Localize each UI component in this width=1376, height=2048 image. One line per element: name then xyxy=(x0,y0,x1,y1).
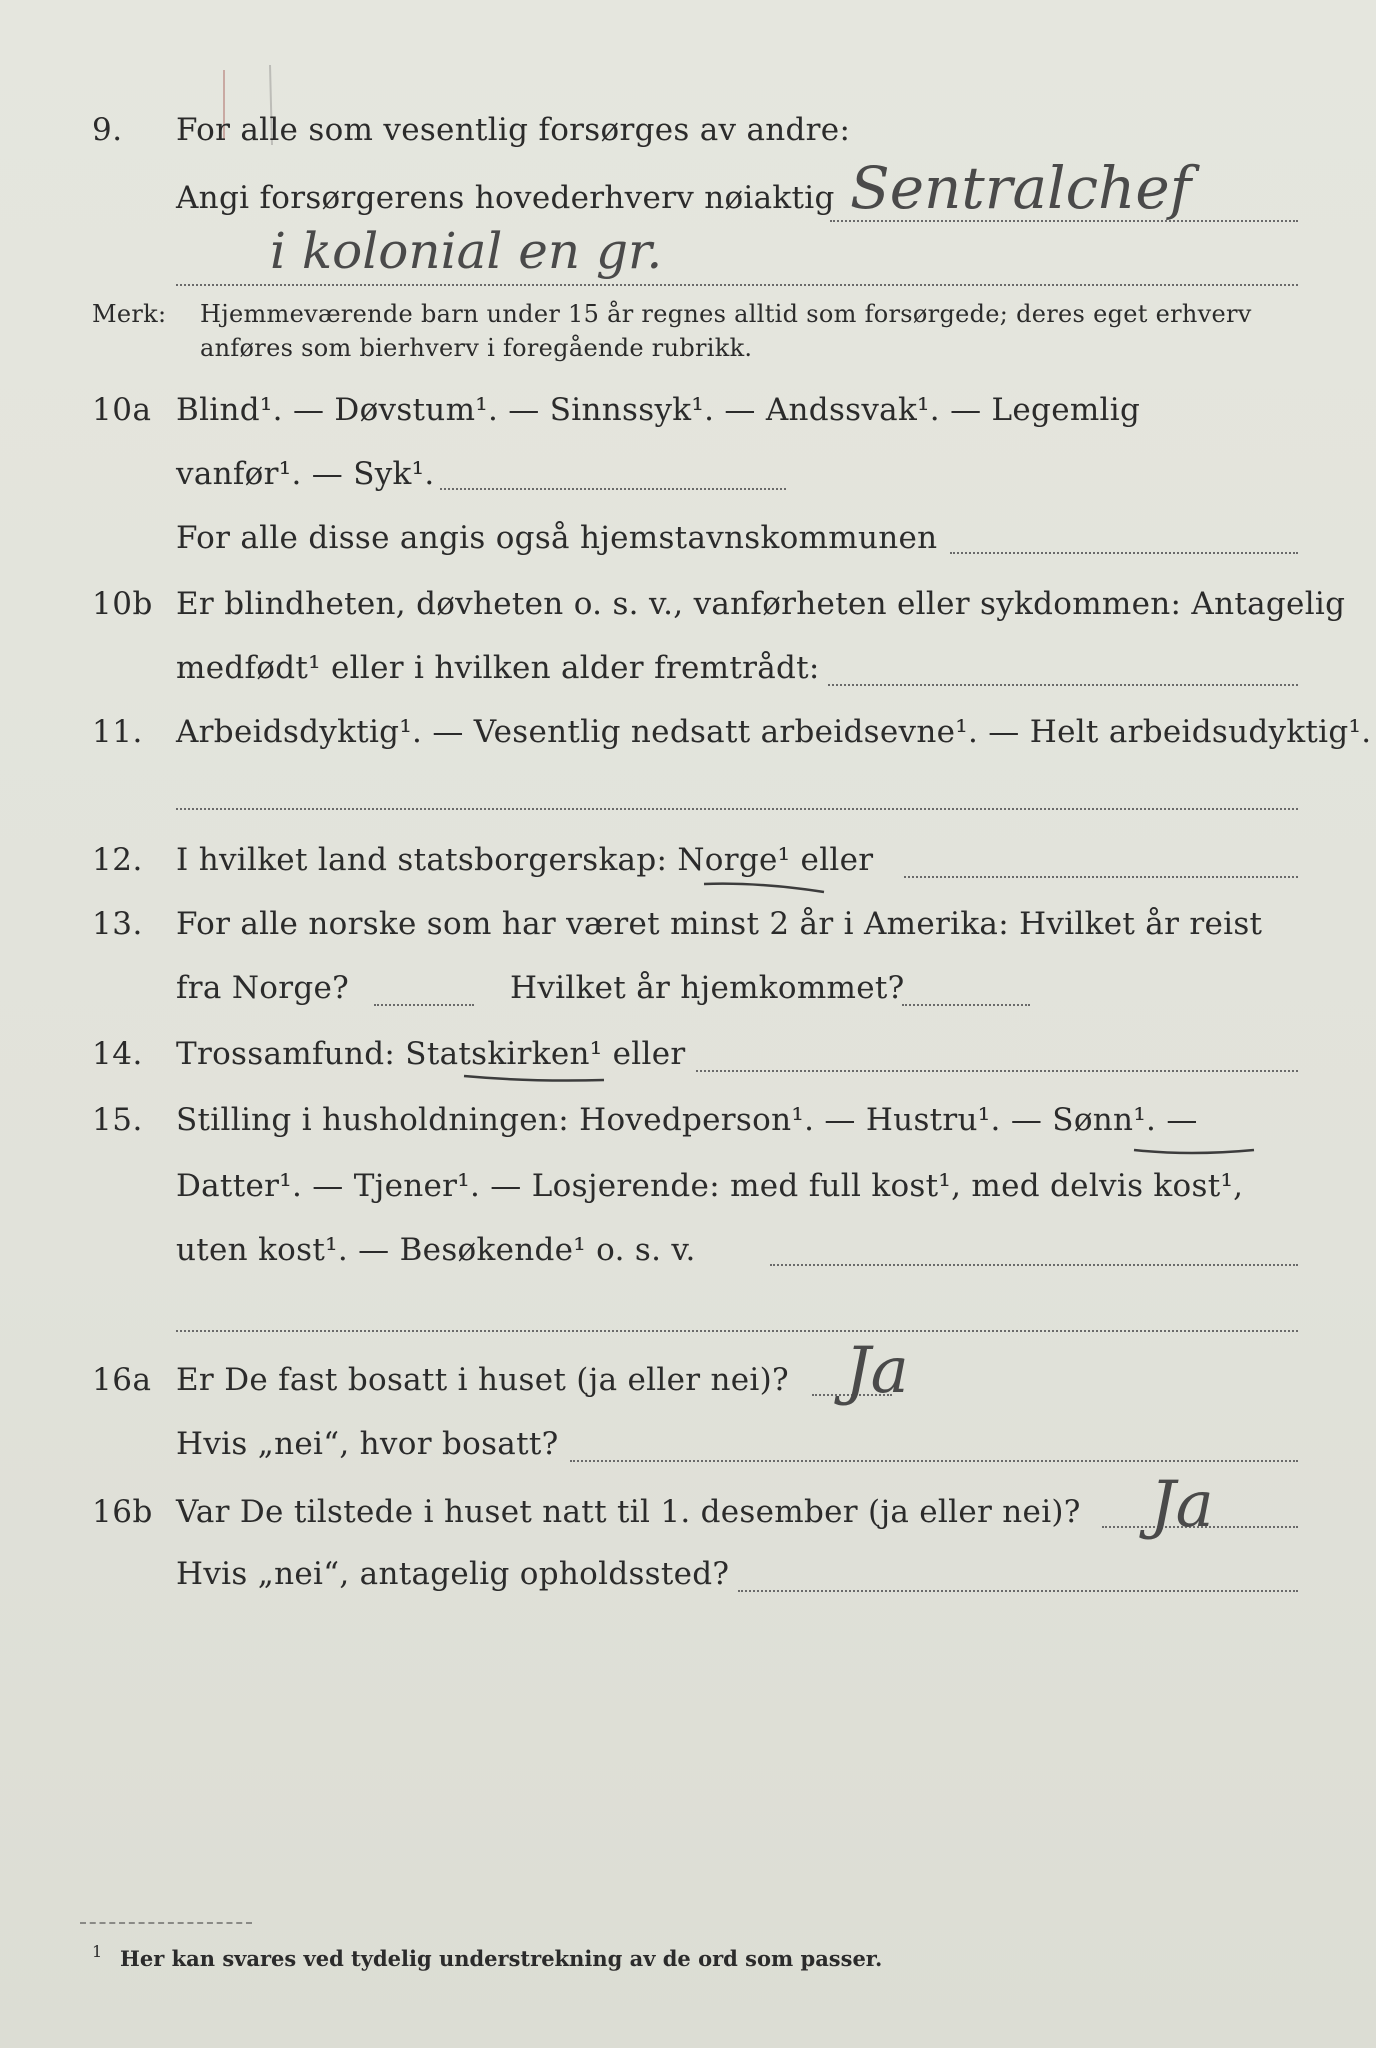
question-16b-line-2 xyxy=(0,1556,1376,1616)
handwritten-answer: Ja xyxy=(1150,1468,1214,1542)
question-text: Er De fast bosatt i huset (ja eller nei)? xyxy=(176,1362,789,1398)
question-number: 11. xyxy=(92,714,143,750)
question-15-line-2 xyxy=(0,1168,1376,1228)
question-10a xyxy=(0,392,1376,452)
question-text: I hvilket land statsborgerskap: Norge¹ eller xyxy=(176,842,874,878)
question-number: 14. xyxy=(92,1036,143,1072)
answer-line xyxy=(570,1460,1298,1462)
answer-line xyxy=(904,876,1298,878)
question-text: For alle som vesentlig forsørges av andre: xyxy=(176,112,851,148)
question-10a-line-3 xyxy=(0,520,1376,580)
answer-line xyxy=(696,1070,1298,1072)
question-text: Var De tilstede i huset natt til 1. desember (ja eller nei)? xyxy=(176,1494,1081,1530)
question-15-line-4 xyxy=(0,1300,1376,1360)
question-11-line-2 xyxy=(0,776,1376,836)
question-15 xyxy=(0,1102,1376,1162)
question-text: Stilling i husholdningen: Hovedperson¹. — Hustru¹. — Sønn¹. — xyxy=(176,1102,1198,1138)
question-10b xyxy=(0,586,1376,646)
note-label: Merk: xyxy=(92,300,167,328)
question-number: 10b xyxy=(92,586,153,622)
question-text: Datter¹. — Tjener¹. — Losjerende: med full kost¹, med delvis kost¹, xyxy=(176,1168,1244,1204)
handwritten-answer: i kolonial en gr. xyxy=(270,222,663,280)
question-15-line-3 xyxy=(0,1232,1376,1292)
question-number: 13. xyxy=(92,906,143,942)
question-text: Arbeidsdyktig¹. — Vesentlig nedsatt arbeidsevne¹. — Helt arbeidsudyktig¹. xyxy=(176,714,1372,750)
question-text: fra Norge? xyxy=(176,970,350,1006)
answer-line xyxy=(176,1330,1298,1332)
question-text: Hvis „nei“, hvor bosatt? xyxy=(176,1426,559,1462)
question-text: Hvilket år hjemkommet? xyxy=(510,970,905,1006)
handwritten-answer: Ja xyxy=(845,1334,909,1408)
underline-mark xyxy=(700,878,830,898)
question-text: Trossamfund: Statskirken¹ eller xyxy=(176,1036,686,1072)
question-text: medfødt¹ eller i hvilken alder fremtrådt: xyxy=(176,650,820,686)
question-number: 15. xyxy=(92,1102,143,1138)
question-text: vanfør¹. — Syk¹. xyxy=(176,456,435,492)
answer-line xyxy=(176,808,1298,810)
note-text: anføres som bierhverv i foregående rubrikk. xyxy=(200,334,753,362)
question-number: 9. xyxy=(92,112,123,148)
answer-line xyxy=(176,284,1298,286)
question-number: 12. xyxy=(92,842,143,878)
answer-line xyxy=(828,684,1298,686)
question-text: Hvis „nei“, antagelig opholdssted? xyxy=(176,1556,730,1592)
footnote-marker: 1 xyxy=(92,1942,103,1961)
answer-line xyxy=(770,1264,1298,1266)
question-14 xyxy=(0,1036,1376,1096)
question-number: 16b xyxy=(92,1494,153,1530)
question-16b xyxy=(0,1468,1376,1554)
question-11 xyxy=(0,714,1376,774)
answer-line xyxy=(950,552,1298,554)
question-text: Er blindheten, døvheten o. s. v., vanførheten eller sykdommen: Antagelig xyxy=(176,586,1346,622)
underline-mark xyxy=(1130,1144,1260,1164)
footnote-rule xyxy=(80,1922,252,1924)
question-9-line-2 xyxy=(0,154,1376,240)
question-text: Angi forsørgerens hovederhverv nøiaktig xyxy=(176,180,835,216)
question-16a xyxy=(0,1334,1376,1422)
question-13-line-2 xyxy=(0,970,1376,1030)
answer-line xyxy=(738,1590,1298,1592)
footnote-text: Her kan svares ved tydelig understrekning av de ord som passer. xyxy=(120,1946,883,1971)
question-13 xyxy=(0,906,1376,966)
underline-mark xyxy=(460,1072,610,1092)
question-text: uten kost¹. — Besøkende¹ o. s. v. xyxy=(176,1232,696,1268)
question-10b-line-2 xyxy=(0,650,1376,710)
answer-line xyxy=(902,1004,1030,1006)
answer-line xyxy=(374,1004,474,1006)
question-number: 10a xyxy=(92,392,152,428)
question-text: For alle norske som har været minst 2 år i Amerika: Hvilket år reist xyxy=(176,906,1263,942)
note-merk xyxy=(0,298,1376,378)
question-number: 16a xyxy=(92,1362,152,1398)
question-text: Blind¹. — Døvstum¹. — Sinnssyk¹. — Andssvak¹. — Legemlig xyxy=(176,392,1141,428)
note-text: Hjemmeværende barn under 15 år regnes alltid som forsørgede; deres eget erhverv xyxy=(200,300,1252,328)
question-10a-line-2 xyxy=(0,456,1376,516)
question-9-line-3 xyxy=(0,222,1376,304)
handwritten-answer: Sentralchef xyxy=(850,154,1192,222)
question-text: For alle disse angis også hjemstavnskommunen xyxy=(176,520,938,556)
question-12 xyxy=(0,842,1376,902)
answer-line xyxy=(440,488,786,490)
